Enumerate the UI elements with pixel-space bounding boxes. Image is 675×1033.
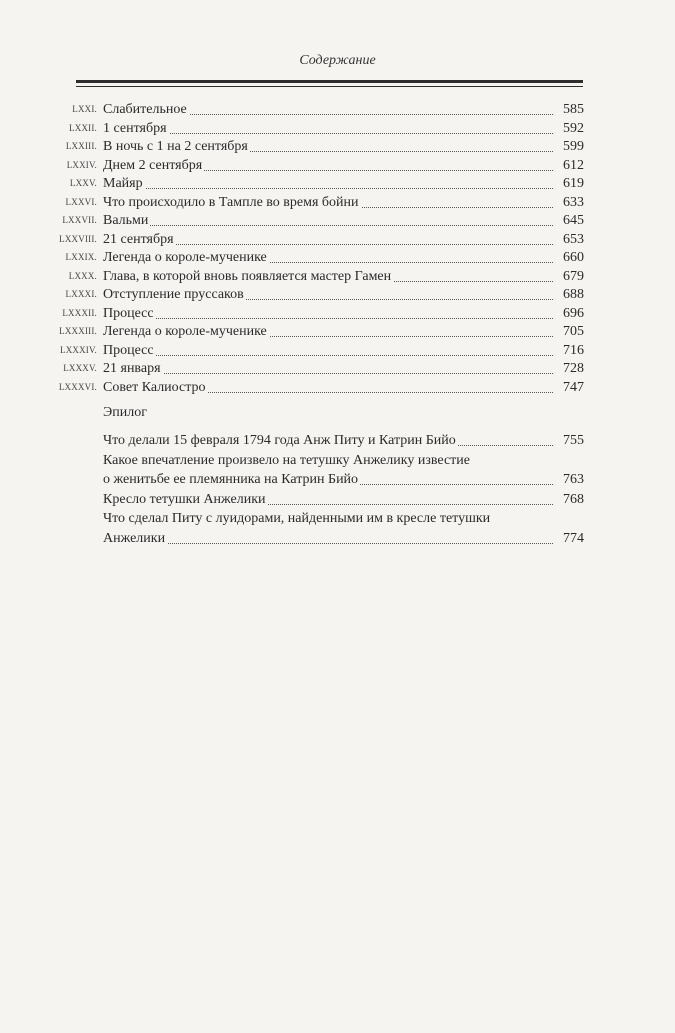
toc-entry	[0, 212, 675, 232]
dot-leader	[103, 188, 553, 189]
chapter-title: Легенда о короле-мученике	[103, 324, 267, 339]
toc-entry	[0, 101, 675, 121]
toc-entry	[0, 249, 675, 269]
epilogue-entry-title-line: Что делали 15 февраля 1794 года Анж Питу и Катрин Бийо	[103, 433, 456, 448]
epilogue-entry-title-line: Кресло тетушки Анжелики	[103, 491, 266, 507]
toc-entry	[0, 157, 675, 177]
toc-entry	[0, 138, 675, 158]
header-rule-thick	[76, 80, 583, 83]
chapter-title: Майяр	[103, 176, 143, 191]
chapter-page-number: 585	[560, 101, 584, 119]
chapter-number: LXXV.	[69, 178, 97, 188]
chapter-title: Вальми	[103, 213, 149, 228]
toc-entry	[0, 305, 675, 325]
chapter-number: LXXIX.	[65, 252, 97, 262]
chapter-page-number: 696	[560, 305, 584, 323]
toc-entry	[0, 231, 675, 251]
toc-entry	[0, 268, 675, 288]
chapter-page-number: 747	[560, 379, 584, 397]
toc-entry	[0, 194, 675, 214]
dot-leader	[103, 373, 553, 374]
epilogue-heading: Эпилог	[103, 405, 147, 420]
chapter-page-number: 716	[560, 342, 584, 360]
dot-leader	[103, 133, 553, 134]
toc-entry	[0, 360, 675, 380]
toc-entry	[0, 175, 675, 195]
epilogue-page-number: 763	[560, 471, 584, 489]
chapter-page-number: 660	[560, 249, 584, 267]
dot-leader	[103, 318, 553, 319]
header-rule-thin	[76, 86, 583, 87]
chapter-number: LXXIII.	[65, 141, 97, 151]
chapter-title: Совет Калиостро	[103, 379, 206, 395]
chapter-number: LXXVII.	[62, 215, 97, 225]
dot-leader	[103, 355, 553, 356]
chapter-number: LXXI.	[72, 104, 97, 114]
chapter-page-number: 653	[560, 231, 584, 249]
chapter-number: LXXXII.	[62, 307, 97, 318]
toc-entry	[0, 323, 675, 343]
chapter-title: 21 января	[103, 361, 161, 376]
chapter-number: LXXXVI.	[58, 381, 97, 392]
chapter-page-number: 728	[560, 360, 584, 378]
chapter-page-number: 619	[560, 175, 584, 193]
chapter-title: 21 сентября	[103, 231, 174, 247]
chapter-number: LXXX.	[68, 270, 97, 281]
chapter-title: Слабительное	[103, 102, 187, 117]
chapter-number: LXXVIII.	[59, 233, 97, 244]
chapter-number: LXXVI.	[65, 196, 97, 207]
epilogue-entry-title-line: Какое впечатление произвело на тетушку Анжелику известие	[103, 452, 471, 468]
dot-leader	[103, 225, 553, 226]
chapter-title: Что происходило в Тампле во время бойни	[103, 194, 359, 210]
chapter-number: LXXXIV.	[60, 344, 97, 355]
chapter-page-number: 612	[560, 157, 584, 175]
chapter-page-number: 645	[560, 212, 584, 230]
toc-entry	[0, 120, 675, 140]
chapter-title: Глава, в которой вновь появляется мастер Гамен	[103, 268, 392, 284]
chapter-title: Процесс	[103, 342, 154, 358]
chapter-title: Отступление пруссаков	[103, 287, 244, 302]
chapter-page-number: 633	[560, 194, 584, 212]
chapter-number: LXXIV.	[66, 159, 97, 170]
dot-leader	[103, 543, 553, 544]
chapter-page-number: 592	[560, 120, 584, 138]
epilogue-page-number: 755	[560, 432, 584, 450]
toc-entry	[0, 286, 675, 306]
epilogue-entry-title-line: о женитьбе ее племянника на Катрин Бийо	[103, 472, 359, 487]
chapter-title: Процесс	[103, 305, 154, 321]
chapter-number: LXXXI.	[65, 289, 97, 299]
chapter-title: В ночь с 1 на 2 сентября	[103, 139, 248, 154]
running-head-title: Содержание	[299, 53, 376, 68]
toc-entry	[0, 342, 675, 362]
chapter-title: 1 сентября	[103, 120, 167, 136]
chapter-page-number: 599	[560, 138, 584, 156]
chapter-title: Днем 2 сентября	[103, 157, 203, 173]
chapter-page-number: 688	[560, 286, 584, 304]
chapter-title: Легенда о короле-мученике	[103, 250, 267, 265]
chapter-page-number: 705	[560, 323, 584, 341]
chapter-page-number: 679	[560, 268, 584, 286]
toc-entry	[0, 379, 675, 399]
epilogue-entry-title-line: Что сделал Питу с луидорами, найденными им в кресле тетушки	[103, 511, 491, 526]
chapter-number: LXXXV.	[63, 363, 97, 373]
epilogue-page-number: 768	[560, 491, 584, 509]
epilogue-entry-title-line: Анжелики	[103, 530, 166, 546]
epilogue-page-number: 774	[560, 530, 584, 548]
chapter-number: LXXII.	[69, 122, 97, 133]
chapter-number: LXXXIII.	[59, 326, 97, 336]
